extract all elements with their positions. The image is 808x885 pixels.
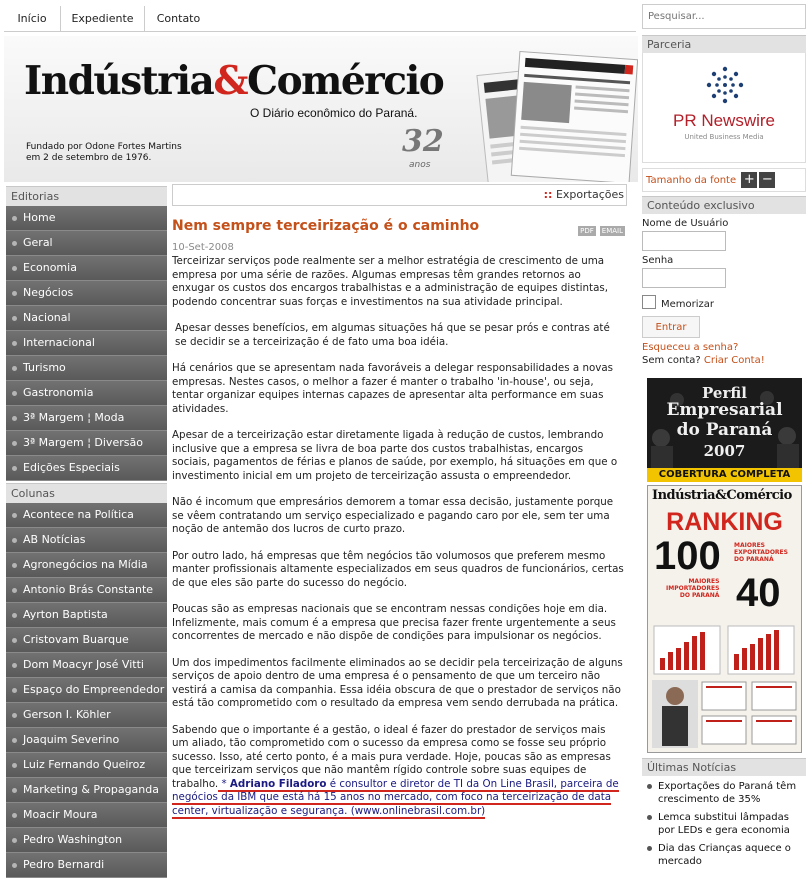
ranking-sub-1 — [734, 542, 788, 563]
bullet-icon — [12, 588, 17, 593]
ranking-charts-image — [648, 622, 801, 752]
pdf-icon[interactable]: PDF — [580, 227, 594, 235]
editoria-item-label: Geral — [23, 236, 53, 249]
search-input[interactable] — [642, 4, 806, 29]
coluna-item[interactable] — [6, 828, 167, 853]
login-heading: Conteúdo exclusivo — [642, 196, 806, 214]
bullet-icon — [12, 738, 17, 743]
editoria-item-label: 3ª Margem ¦ Diversão — [23, 436, 143, 449]
coluna-item-label: Antonio Brás Constante — [23, 583, 154, 596]
editoria-item-label: Nacional — [23, 311, 71, 324]
perfil-line-1: Perfil — [702, 384, 747, 402]
site-logo[interactable]: Indústria&Comércio — [24, 58, 444, 104]
editoria-item-label: Home — [23, 211, 56, 224]
coluna-item-label: Marketing & Propaganda — [23, 783, 159, 796]
remember-row — [642, 293, 806, 310]
bullet-icon — [12, 763, 17, 768]
article-paragraph: Por outro lado, há empresas que têm negócios tão volumosos que preferem mesmo manter profissionais altamente especializados em seus quadros de funcionários, certas de que eles são parte do sucesso do negócio. — [172, 549, 624, 589]
article-paragraph-text: Sabendo que o importante é a gestão, o ideal é fazer do prestador de serviços mais um aliado, tão comprometido com o sucesso da empresa como se fosse seu próprio sucesso. Isso, até certo ponto, é a mais pura verdade. Hoje, poucas são as empresas que terceirizam serviços que não mantêm rígido controle sobre suas equipes de trabalho. — [172, 723, 611, 790]
bullet-icon — [12, 391, 17, 396]
font-size-label: Tamanho da fonte — [646, 175, 737, 186]
login-button[interactable]: Entrar — [642, 316, 700, 338]
coluna-item[interactable] — [6, 653, 167, 678]
bullet-icon — [12, 291, 17, 296]
ranking-sub-1a: MAIORES — [734, 542, 765, 549]
parceria-heading: Parceria — [642, 35, 806, 53]
login-form — [642, 218, 806, 367]
coluna-item-label: Ayrton Baptista — [23, 608, 108, 621]
bullet-icon — [12, 788, 17, 793]
coluna-item[interactable] — [6, 528, 167, 553]
bullet-icon — [12, 663, 17, 668]
perfil-line-2: Empresarial — [666, 400, 783, 420]
bullet-icon — [12, 563, 17, 568]
pr-newswire-logo-icon[interactable] — [705, 65, 745, 105]
coluna-item-label: Gerson I. Köhler — [23, 708, 111, 721]
ranking-sub-1b: EXPORTADORES — [734, 549, 788, 556]
editoria-item[interactable] — [6, 406, 167, 431]
colunas-menu — [6, 503, 167, 878]
site-tagline: O Diário econômico do Paraná. — [250, 106, 418, 120]
author-note — [172, 778, 619, 819]
nav-item-contato[interactable]: Contato — [144, 6, 212, 32]
editoria-item[interactable] — [6, 281, 167, 306]
editoria-item[interactable] — [6, 356, 167, 381]
nav-item-inicio[interactable]: Início — [17, 12, 47, 25]
article-title-text: Nem sempre terceirização é o caminho — [172, 218, 480, 234]
remember-label: Memorizar — [661, 299, 715, 310]
colunas-heading: Colunas — [6, 483, 167, 503]
editoria-item[interactable] — [6, 381, 167, 406]
article-title — [172, 218, 627, 238]
coluna-item[interactable] — [6, 603, 167, 628]
ranking-number-100: 100 — [654, 534, 721, 578]
coluna-item[interactable] — [6, 853, 167, 878]
ranking-sub-2a: MAIORES — [688, 578, 720, 585]
bullet-icon — [12, 241, 17, 246]
bullet-icon — [12, 341, 17, 346]
coluna-item-label: Espaço do Empreendedor — [23, 683, 165, 696]
article-tools — [574, 221, 625, 237]
top-navigation — [4, 4, 636, 32]
coluna-item[interactable] — [6, 678, 167, 703]
editorias-menu — [6, 206, 167, 481]
latest-news — [642, 758, 806, 873]
password-input[interactable] — [642, 268, 726, 288]
font-decrease-button[interactable]: − — [759, 172, 775, 188]
ranking-number-40: 40 — [736, 571, 781, 615]
bullet-icon — [12, 813, 17, 818]
coluna-item[interactable] — [6, 553, 167, 578]
coluna-item[interactable] — [6, 703, 167, 728]
article-paragraph: Apesar desses benefícios, em algumas situações há que se pesar prós e contras até se decidir se a terceirização é de fato uma boa idéia. — [175, 322, 610, 348]
no-account-text: Sem conta? — [642, 355, 701, 366]
bullet-icon — [647, 846, 652, 851]
bullet-icon — [12, 466, 17, 471]
latest-news-item[interactable] — [642, 780, 806, 806]
bullet-icon — [12, 538, 17, 543]
editoria-item[interactable] — [6, 206, 167, 231]
ranking-sub-1c: DO PARANÁ — [734, 556, 774, 563]
coluna-item[interactable] — [6, 578, 167, 603]
bullet-icon — [12, 688, 17, 693]
coluna-item-label: Joaquim Severino — [23, 733, 120, 746]
editoria-item[interactable] — [6, 256, 167, 281]
main-content — [172, 184, 627, 831]
latest-news-item-text[interactable]: Dia das Crianças aquece o mercado — [658, 843, 791, 867]
founded-note — [26, 142, 196, 164]
username-input[interactable] — [642, 231, 726, 251]
bullet-icon — [12, 316, 17, 321]
partner-subtitle: United Business Media — [684, 133, 764, 141]
coluna-item-label: AB Notícias — [23, 533, 86, 546]
editoria-item[interactable] — [6, 331, 167, 356]
coluna-item[interactable] — [6, 628, 167, 653]
parceria-box — [642, 53, 806, 163]
editoria-item[interactable] — [6, 431, 167, 456]
editoria-item-label: Internacional — [23, 336, 95, 349]
anniversary-number: 32 — [402, 124, 444, 159]
article-paragraph: Há cenários que se apresentam nada favoráveis a delegar responsabilidades a novas empresas. Nestes casos, o melhor a fazer é manter o trabalho 'in-house', ou seja, tentar organizar equipes internas capazes de apresentar alta performance em suas atividades. — [172, 362, 614, 415]
bullet-icon — [12, 863, 17, 868]
perfil-line-3: do Paraná — [676, 420, 773, 440]
latest-news-item-text[interactable]: Exportações do Paraná têm crescimento de 35% — [658, 781, 797, 805]
founded-line-1: Fundado por Odone Fortes Martins — [26, 142, 182, 152]
ticker-marker: :: — [543, 188, 553, 201]
coluna-item[interactable] — [6, 753, 167, 778]
bullet-icon — [12, 416, 17, 421]
latest-news-heading: Últimas Notícias — [642, 758, 806, 776]
founded-line-2: em 2 de setembro de 1976. — [26, 153, 152, 163]
coluna-item[interactable] — [6, 778, 167, 803]
bullet-icon — [12, 441, 17, 446]
news-ticker[interactable] — [172, 184, 627, 206]
editoria-item-label: Turismo — [23, 361, 66, 374]
article-paragraph-last — [172, 724, 624, 819]
username-label: Nome de Usuário — [642, 218, 729, 229]
article-paragraph: Poucas são as empresas nacionais que se encontram nessas condições hoje em dia. Infelizmente, mais comum é a empresa que precisa fazer frente urgentemente a seus concorrentes de mercado e não dispõe de condições para impulsionar os negócios. — [172, 603, 616, 642]
partner-name[interactable]: PR Newswire — [672, 111, 776, 130]
ticker-text[interactable]: Exportações — [555, 188, 624, 201]
font-size-control — [642, 168, 806, 192]
perfil-coverage: COBERTURA COMPLETA — [647, 468, 802, 482]
coluna-item-label: Luiz Fernando Queiroz — [23, 758, 146, 771]
article-paragraph: Não é incomum que empresários demorem a tomar essa decisão, justamente porque se vêem contratando um serviço especializado e pagando caro por ele, sem ter uma noção de antemão dos lucros de curto prazo. — [172, 496, 614, 535]
bullet-icon — [12, 613, 17, 618]
latest-news-list — [642, 780, 806, 868]
forgot-password-link[interactable]: Esqueceu a senha? — [642, 342, 739, 353]
latest-news-item[interactable] — [642, 811, 806, 837]
create-account-row — [642, 354, 806, 367]
remember-checkbox[interactable] — [642, 295, 656, 309]
ranking-sub-2c: DO PARANÁ — [679, 592, 720, 599]
editoria-item-label: Economia — [23, 261, 77, 274]
ranking-logo: Indústria&Comércio — [652, 488, 792, 503]
coluna-item[interactable] — [6, 503, 167, 528]
anniversary-word: anos — [409, 160, 431, 170]
ranking-banner[interactable] — [647, 485, 802, 753]
author-bio: é consultor e diretor de TI da On Line Brasil, parceira de negócios da IBM que está há 15 anos no mercado, com foco na terceirização de data center, virtualização e segurança. — [172, 777, 619, 817]
editoria-item-label: Negócios — [23, 286, 74, 299]
right-sidebar — [642, 4, 806, 367]
author-marker: * — [218, 777, 230, 790]
coluna-item-label: Agronegócios na Mídia — [23, 558, 148, 571]
coluna-item-label: Pedro Washington — [23, 833, 123, 846]
editoria-item-label: 3ª Margem ¦ Moda — [23, 411, 125, 424]
article-paragraph: Um dos impedimentos facilmente eliminados ao se decidir pela terceirização de alguns serviços de apoio dentro de uma empresa é o pensamento de que um terceiro não vestirá a camisa da companhia. Essa idéia obscura de que o prestador de serviços não está tão comprometido com o resultado da empresa vem sendo derrubada na prática. — [172, 656, 623, 709]
coluna-item-label: Acontece na Política — [23, 508, 134, 521]
editoria-item-label: Gastronomia — [23, 386, 94, 399]
bullet-icon — [12, 366, 17, 371]
bullet-icon — [12, 266, 17, 271]
password-label: Senha — [642, 255, 674, 266]
email-icon[interactable]: EMAIL — [601, 227, 623, 235]
author-name: Adriano Filadoro — [229, 777, 327, 790]
bullet-icon — [647, 784, 652, 789]
editoria-item-label: Edições Especiais — [23, 461, 120, 474]
bullet-icon — [647, 815, 652, 820]
nav-item-expediente[interactable]: Expediente — [60, 6, 144, 32]
editorias-heading: Editorias — [6, 186, 167, 206]
editoria-item[interactable] — [6, 306, 167, 331]
bullet-icon — [12, 838, 17, 843]
ranking-sub-2b: IMPORTADORES — [666, 585, 720, 592]
article-date: 10-Set-2008 — [172, 242, 234, 253]
bullet-icon — [12, 638, 17, 643]
coluna-item-label: Pedro Bernardi — [23, 858, 105, 871]
create-account-link[interactable]: Criar Conta! — [703, 355, 765, 366]
article-paragraph: Terceirizar serviços pode realmente ser a melhor estratégia de crescimento de uma empresa por uma série de razões. Algumas empresas têm grandes retornos ao enxugar os custos dos encargos trabalhistas e a administração de equipes distintas, podendo concentrar suas forças e investimentos na sua atividade principal. — [172, 255, 609, 308]
editoria-item[interactable] — [6, 456, 167, 481]
author-site-link[interactable]: (www.onlinebrasil.com.br) — [350, 804, 486, 817]
bullet-icon — [12, 216, 17, 221]
ranking-sub-2 — [666, 578, 719, 599]
latest-news-item-text[interactable]: Lemca substitui lâmpadas por LEDs e gera economia — [658, 812, 790, 836]
left-sidebar — [6, 186, 167, 878]
article-body — [172, 255, 624, 818]
font-increase-button[interactable]: + — [741, 172, 757, 188]
masthead-banner[interactable] — [4, 36, 638, 182]
ranking-title: RANKING — [666, 508, 783, 536]
coluna-item[interactable] — [6, 803, 167, 828]
editoria-item[interactable] — [6, 231, 167, 256]
coluna-item-label: Cristovam Buarque — [23, 633, 129, 646]
coluna-item[interactable] — [6, 728, 167, 753]
coluna-item-label: Dom Moacyr José Vitti — [23, 658, 144, 671]
article-paragraph: Apesar de a terceirização estar diretamente ligada à redução de custos, lembrando inclusive que a empresa se livra de boa parte dos custos trabalhistas, encargos sociais, pagamentos de férias e planos de saúde, por exemplo, há situações em que o investimento inicial em um projeto de terceirização assusta o empreendedor. — [172, 429, 618, 482]
latest-news-item[interactable] — [642, 842, 806, 868]
bullet-icon — [12, 513, 17, 518]
newspapers-illustration — [472, 50, 638, 182]
coluna-item-label: Moacir Moura — [23, 808, 98, 821]
perfil-empresarial-banner[interactable] — [647, 378, 802, 482]
perfil-year: 2007 — [703, 442, 746, 460]
bullet-icon — [12, 713, 17, 718]
